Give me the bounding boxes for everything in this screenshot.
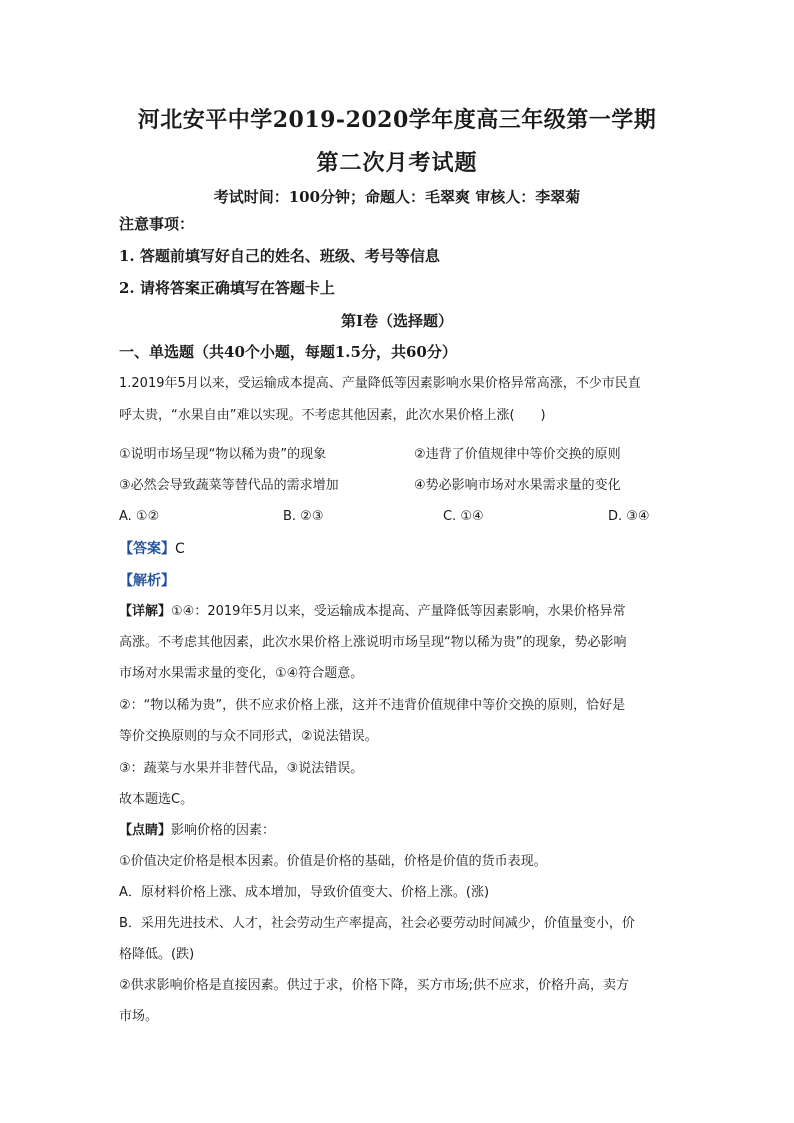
answer-line <box>119 539 185 559</box>
choice-a: A. ①② <box>119 509 160 524</box>
factor-a-line: A．原材料价格上涨、成本增加，导致价值变大、价格上涨。(涨) <box>119 885 490 900</box>
section-title: 第I卷（选择题） <box>340 312 454 330</box>
detail-text-1: ①④：2019年5月以来，受运输成本提高、产量降低等因素影响，水果价格异常 <box>171 604 626 619</box>
point-line <box>119 821 275 841</box>
statement-3: ③必然会导致蔬菜等替代品的需求增加 <box>119 478 339 493</box>
detail-line-1 <box>119 602 626 622</box>
analysis-tag: 【解析】 <box>119 573 175 589</box>
factor-2-line-2: 市场。 <box>119 1009 159 1024</box>
factor-1-line: ①价值决定价格是根本因素。价值是价格的基础，价格是价值的货币表现。 <box>119 854 547 869</box>
answer-tag: 【答案】 <box>119 541 175 557</box>
factor-b-line-2: 格降低。(跌) <box>119 947 195 962</box>
exam-subtitle: 第二次月考试题 <box>316 150 478 176</box>
notes-heading: 注意事项： <box>119 215 195 233</box>
factor-2-line-1: ②供求影响价格是直接因素。供过于求，价格下降，买方市场;供不应求，价格升高，卖方 <box>119 978 630 993</box>
p2-line-1: ②：“物以稀为贵”，供不应求价格上涨，这并不违背价值规律中等价交换的原则，恰好是 <box>119 698 626 713</box>
exam-meta: 考试时间：100分钟；命题人：毛翠爽 审核人：李翠菊 <box>213 188 581 206</box>
p2-line-2: 等价交换原则的与众不同形式，②说法错误。 <box>119 729 378 744</box>
part-heading: 一、单选题（共40个小题，每题1.5分，共60分） <box>119 343 457 361</box>
statement-1: ①说明市场呈现“物以稀为贵”的现象 <box>119 447 327 462</box>
choice-b: B. ②③ <box>283 509 324 524</box>
point-title: 影响价格的因素： <box>171 823 276 838</box>
exam-title: 河北安平中学2019-2020学年度高三年级第一学期 <box>137 107 657 133</box>
analysis-heading <box>119 571 175 591</box>
statement-4: ④势必影响市场对水果需求量的变化 <box>414 478 621 493</box>
answer-value: C <box>175 541 185 557</box>
notes-item-2: 2. 请将答案正确填写在答题卡上 <box>119 279 335 297</box>
detail-line-2: 高涨。不考虑其他因素，此次水果价格上涨说明市场呈现“物以稀为贵”的现象，势必影响 <box>119 635 627 650</box>
p3-line: ③：蔬菜与水果并非替代品，③说法错误。 <box>119 761 364 776</box>
choice-c: C. ①④ <box>443 509 484 524</box>
choice-d: D. ③④ <box>608 509 650 524</box>
notes-item-1: 1. 答题前填写好自己的姓名、班级、考号等信息 <box>119 247 440 265</box>
point-tag: 【点睛】 <box>119 823 172 838</box>
detail-tag: 【详解】 <box>119 604 172 619</box>
conclusion-line: 故本题选C。 <box>119 792 194 807</box>
question-stem-line-2: 呼太贵，“水果自由”难以实现。不考虑其他因素，此次水果价格上涨( ) <box>119 408 546 423</box>
statement-2: ②违背了价值规律中等价交换的原则 <box>414 447 621 462</box>
detail-line-3: 市场对水果需求量的变化，①④符合题意。 <box>119 666 364 681</box>
factor-b-line-1: B．采用先进技术、人才，社会劳动生产率提高，社会必要劳动时间减少，价值量变小，价 <box>119 916 635 931</box>
question-stem-line-1: 1.2019年5月以来，受运输成本提高、产量降低等因素影响水果价格异常高涨，不少市民直 <box>119 376 641 391</box>
